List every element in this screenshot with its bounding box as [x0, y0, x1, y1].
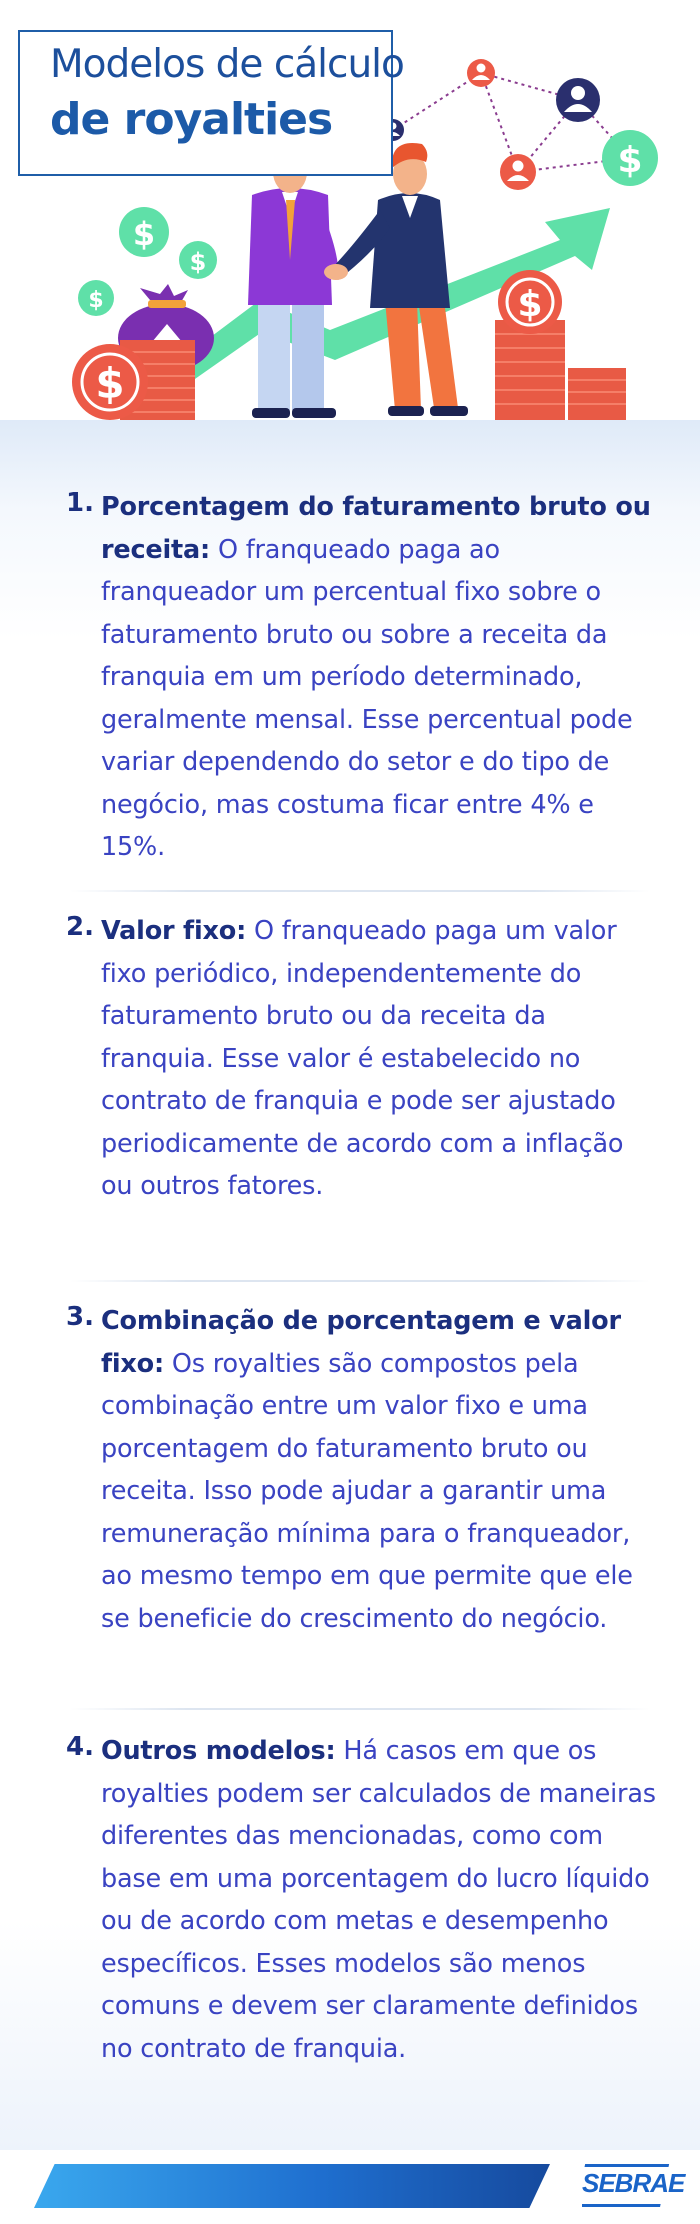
item-number: 1. — [66, 488, 94, 518]
svg-text:$: $ — [517, 284, 543, 325]
item-lead: Combinação de porcentagem e valor fixo: — [101, 1306, 621, 1379]
network-node-3-icon — [556, 78, 600, 122]
dollar-bubble-icon — [602, 130, 658, 186]
svg-text:$: $ — [95, 359, 125, 408]
item-text — [101, 1300, 656, 1640]
royalty-models-list — [0, 420, 700, 2150]
item-lead: Outros modelos: — [101, 1736, 336, 1766]
divider — [70, 1708, 650, 1710]
network-node-2-icon — [467, 59, 495, 87]
businessman-right-icon — [330, 143, 468, 416]
item-lead: Porcentagem do faturamento bruto ou receita: — [101, 492, 651, 565]
list-item-percentage — [0, 486, 700, 862]
green-dollar-coin-1-icon — [119, 207, 169, 257]
green-dollar-coin-3-icon — [78, 280, 114, 316]
item-body: O franqueado paga ao franqueador um percentual fixo sobre o faturamento bruto ou sobre a receita da franquia em um período determinado, geralmente mensal. Esse percentual pode variar dependendo do setor e do tipo de negócio, mas costuma ficar entre 4% e 15%. — [101, 534, 633, 862]
item-body: Há casos em que os royalties podem ser calculados de maneiras diferentes das mencionadas, como com base em uma porcentagem do lucro líquido ou de acordo com metas e desempenho específicos. Esses modelos são menos comuns e devem ser claramente definidos no contrato de franquia. — [101, 1736, 656, 2064]
footer-gradient-bar — [34, 2164, 550, 2208]
svg-text:$: $ — [617, 140, 643, 181]
item-body: O franqueado paga um valor fixo periódico, independentemente do faturamento bruto ou da receita da franquia. Esse valor é estabelecido no contrato de franquia e pode ser ajustado periodicamente de acordo com a inflação ou outros fatores. — [101, 916, 624, 1201]
item-number: 2. — [66, 912, 94, 942]
item-body: Os royalties são compostos pela combinação entre um valor fixo e uma porcentagem do faturamento bruto ou receita. Isso pode ajudar a garantir uma remuneração mínima para o franqueador, ao mesmo tempo em que permite que ele se beneficie do crescimento do negócio. — [101, 1348, 633, 1634]
list-item-other-models — [0, 1730, 700, 2130]
handshake-icon — [324, 264, 348, 280]
right-coin-stack-tall-icon — [495, 320, 565, 420]
item-text — [101, 1730, 656, 2070]
svg-text:$: $ — [189, 248, 207, 276]
green-dollar-coin-2-icon — [179, 241, 217, 279]
list-item-combination — [0, 1300, 700, 1690]
divider — [70, 890, 650, 892]
sebrae-logo — [582, 2160, 685, 2212]
svg-text:$: $ — [132, 215, 156, 253]
page-title-line-2: de royalties — [50, 94, 333, 145]
item-text — [101, 486, 656, 869]
list-item-fixed-value — [0, 910, 700, 1210]
network-node-4-icon — [500, 154, 536, 190]
item-number: 4. — [66, 1732, 94, 1762]
item-lead: Valor fixo: — [101, 916, 247, 946]
big-red-dollar-coin-icon — [72, 344, 148, 420]
right-red-dollar-coin-icon — [498, 270, 562, 334]
page-title-line-1: Modelos de cálculo — [50, 42, 404, 87]
divider — [70, 1280, 650, 1282]
businessman-left-icon — [248, 143, 338, 418]
item-number: 3. — [66, 1302, 94, 1332]
right-coin-stack-short-icon — [568, 368, 626, 420]
svg-text:$: $ — [88, 288, 104, 313]
item-text — [101, 910, 656, 1208]
title-box — [18, 30, 404, 176]
footer — [0, 2150, 700, 2224]
sebrae-logo-text: SEBRAE — [582, 2168, 685, 2198]
header-illustration-section — [0, 0, 700, 420]
